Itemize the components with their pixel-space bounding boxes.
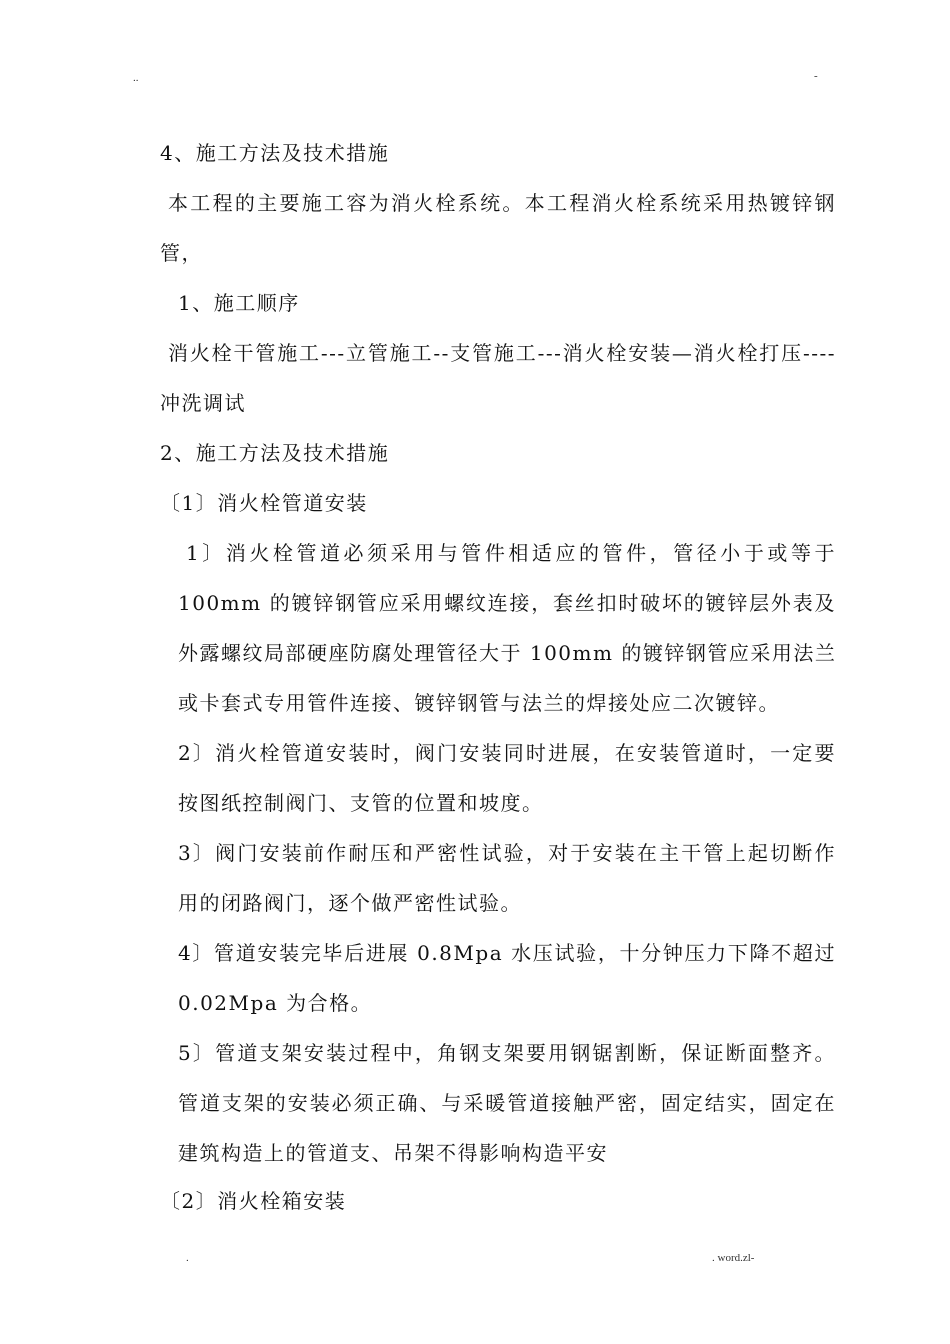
body-line: 或卡套式专用管件连接、镀锌钢管与法兰的焊接处应二次镀锌。 (178, 691, 780, 715)
section-heading-4: 4、施工方法及技术措施 (160, 141, 390, 165)
section-heading-2: 2、施工方法及技术措施 (160, 441, 390, 465)
footer-left-mark: . (186, 1252, 189, 1264)
body-line: 用的闭路阀门，逐个做严密性试验。 (178, 891, 522, 915)
body-line: 0.02Mpa 为合格。 (178, 991, 373, 1015)
body-line: 建筑构造上的管道支、吊架不得影响构造平安 (178, 1141, 608, 1165)
footer-right-text: . word.zl- (712, 1252, 755, 1264)
body-line: 5〕管道支架安装过程中，角钢支架要用钢锯割断，保证断面整齐。 (178, 1041, 836, 1065)
body-line: 管道支架的安装必须正确、与采暖管道接触严密，固定结实，固定在 (178, 1091, 836, 1115)
body-line: 2〕消火栓管道安装时，阀门安装同时进展，在安装管道时，一定要 (178, 741, 836, 765)
body-line: 4〕管道安装完毕后进展 0.8Mpa 水压试验，十分钟压力下降不超过 (178, 941, 836, 965)
subsection-heading-2: 〔2〕消火栓箱安装 (160, 1189, 347, 1213)
body-line: 消火栓干管施工---立管施工--支管施工---消火栓安装—消火栓打压---- (168, 341, 836, 365)
body-line: 1〕消火栓管道必须采用与管件相适应的管件，管径小于或等于 (186, 541, 836, 565)
body-line: 管， (160, 241, 203, 265)
body-line: 按图纸控制阀门、支管的位置和坡度。 (178, 791, 544, 815)
subsection-heading-1: 〔1〕消火栓管道安装 (160, 491, 368, 515)
body-line: 100mm 的镀锌钢管应采用螺纹连接，套丝扣时破坏的镀锌层外表及 (178, 591, 836, 615)
body-line: 冲洗调试 (160, 391, 246, 415)
header-right-mark: - (814, 70, 818, 82)
body-line: 3〕阀门安装前作耐压和严密性试验，对于安装在主干管上起切断作 (178, 841, 836, 865)
header-left-mark: .. (133, 72, 139, 84)
body-line: 本工程的主要施工容为消火栓系统。本工程消火栓系统采用热镀锌钢 (168, 191, 836, 215)
subsection-heading-sequence: 1、施工顺序 (178, 291, 300, 315)
body-line: 外露螺纹局部硬座防腐处理管径大于 100mm 的镀锌钢管应采用法兰 (178, 641, 837, 665)
